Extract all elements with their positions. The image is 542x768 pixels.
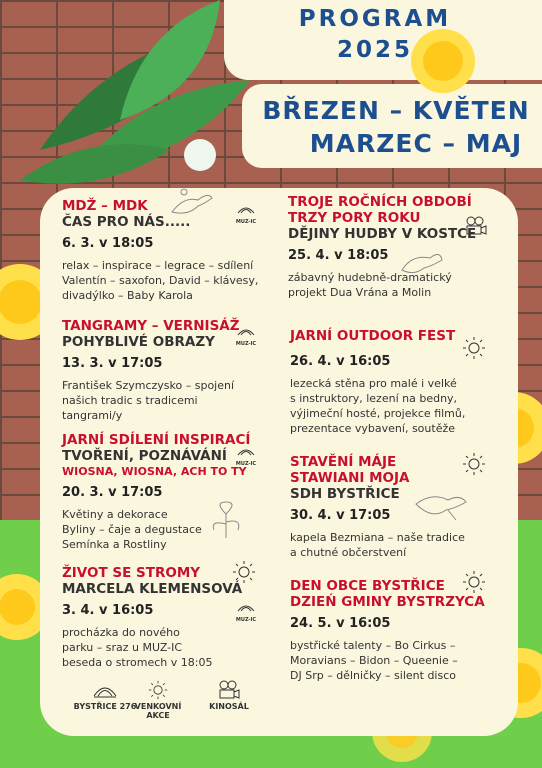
- muz-ic-label: MUZ-IC: [235, 617, 257, 623]
- muz-ic-logo-icon: [232, 200, 260, 225]
- event-title-polish: DZIEŃ GMINY BYSTRZYCA: [290, 594, 485, 610]
- event-date: 6. 3. v 18:05: [62, 236, 154, 251]
- event-title: JARNÍ SDÍLENÍ INSPIRACÍ: [62, 432, 251, 448]
- event-description-line: DJ Srp – dělničky – silent disco: [290, 669, 456, 682]
- event-description: [288, 270, 503, 300]
- event-description: [290, 638, 505, 683]
- muz-ic-label: MUZ-IC: [235, 219, 257, 225]
- event-description-line: Semínka a Rostliny: [62, 538, 167, 551]
- event-description-line: prezentace vybavení, soutěže: [290, 422, 456, 435]
- season-title: [250, 94, 542, 160]
- event-subtitle-polish: WIOSNA, WIOSNA, ACH TO TY: [62, 465, 247, 478]
- event-description-line: divadýlko – Baby Karola: [62, 289, 193, 302]
- event-subtitle: MARCELA KLEMENSOVÁ: [62, 581, 243, 597]
- event-title: TANGRAMY – VERNISÁŽ: [62, 318, 240, 334]
- event-description-line: František Szymczysko – spojení: [62, 379, 235, 392]
- event-troje-rocnich-obdobi: [288, 194, 503, 300]
- sun-icon: [462, 452, 486, 476]
- event-title: DEN OBCE BYSTŘICE: [290, 578, 445, 594]
- sun-icon: [232, 560, 256, 584]
- event-description-line: relax – inspirace – legrace – sdílení: [62, 259, 254, 272]
- event-description-line: zábavný hudebně-dramatický: [288, 271, 452, 284]
- event-description-line: lezecká stěna pro malé i velké: [290, 377, 457, 390]
- bird-icon: [412, 484, 468, 524]
- program-title-line2: 2025: [336, 37, 413, 63]
- event-date: 24. 5. v 16:05: [290, 616, 391, 631]
- flower-icon: [204, 500, 248, 540]
- event-subtitle: ČAS PRO NÁS.....: [62, 214, 191, 230]
- film-camera-icon: [464, 216, 488, 236]
- event-description-line: procházka do nového: [62, 626, 180, 639]
- bird-icon: [398, 246, 444, 280]
- season-title-line2: MARZEC – MAJ: [309, 129, 523, 158]
- muz-ic-logo-icon: [232, 322, 260, 347]
- event-title-polish: TRZY PORY ROKU: [288, 210, 421, 226]
- event-date: 13. 3. v 17:05: [62, 356, 163, 371]
- event-description: [62, 378, 272, 423]
- event-description-line: s instruktory, lezení na bedny,: [290, 392, 458, 405]
- event-description-line: výjimeční hosté, projekce filmů,: [290, 407, 466, 420]
- legend-kinosal: [204, 680, 254, 711]
- legend-label: KINOSÁL: [209, 702, 249, 711]
- event-description-line: a chutné občerstvení: [290, 546, 407, 559]
- event-description-line: projekt Dua Vrána a Molin: [288, 286, 432, 299]
- event-subtitle: TVOŘENÍ, POZNÁVÁNÍ: [62, 448, 227, 464]
- event-description: [62, 258, 272, 303]
- event-subtitle: DĚJINY HUDBY V KOSTCE: [288, 226, 477, 242]
- event-description-line: Moravians – Bidon – Queenie –: [290, 654, 458, 667]
- event-description-line: bystřické talenty – Bo Cirkus –: [290, 639, 456, 652]
- event-title-polish: STAWIANI MOJA: [290, 470, 410, 486]
- event-title: TROJE ROČNÍCH OBDOBÍ: [288, 194, 472, 210]
- sun-icon: [462, 570, 486, 594]
- event-date: 30. 4. v 17:05: [290, 508, 391, 523]
- bird-icon: [168, 186, 214, 220]
- film-camera-icon: [217, 680, 241, 700]
- event-title: ŽIVOT SE STROMY: [62, 565, 201, 581]
- event-date: 20. 3. v 17:05: [62, 485, 163, 500]
- muz-ic-logo-icon: [232, 598, 260, 623]
- event-description-line: kapela Bezmiana – naše tradice: [290, 531, 465, 544]
- event-date: 25. 4. v 18:05: [288, 248, 389, 263]
- event-description-line: beseda o stromech v 18:05: [62, 656, 213, 669]
- muz-ic-logo-icon: [232, 442, 260, 467]
- event-date: 26. 4. v 16:05: [290, 354, 391, 369]
- season-title-line1: BŘEZEN – KVĚTEN: [262, 96, 530, 125]
- sun-icon: [147, 680, 169, 700]
- event-description: [290, 530, 505, 560]
- event-description-line: Květiny a dekorace: [62, 508, 168, 521]
- event-description: [290, 376, 505, 436]
- muz-ic-label: MUZ-IC: [235, 461, 257, 467]
- legend-label: BYSTŘICE 276: [73, 702, 137, 711]
- event-description-line: parku – sraz u MUZ-IC: [62, 641, 183, 654]
- dandelion-flower-icon: [408, 26, 478, 96]
- muz-ic-label: MUZ-IC: [235, 341, 257, 347]
- event-description-line: tangrami/y: [62, 409, 123, 422]
- sun-icon: [462, 336, 486, 360]
- event-description-line: Byliny – čaje a degustace: [62, 523, 202, 536]
- event-title: MDŽ – MDK: [62, 198, 148, 214]
- program-title-line1: PROGRAM: [298, 6, 452, 32]
- muz-ic-logo-icon: [92, 680, 118, 700]
- event-description-line: našich tradic s tradicemi: [62, 394, 198, 407]
- event-subtitle: SDH BYSTŘICE: [290, 486, 400, 502]
- legend-outdoor: [124, 680, 192, 720]
- event-subtitle: POHYBLIVÉ OBRAZY: [62, 334, 215, 350]
- legend-label: VENKOVNÍ AKCE: [134, 702, 182, 720]
- event-description: [62, 625, 272, 670]
- event-description-line: Valentín – saxofon, David – klávesy,: [62, 274, 259, 287]
- event-title: STAVĚNÍ MÁJE: [290, 454, 397, 470]
- event-title: JARNÍ OUTDOOR FEST: [290, 328, 456, 344]
- event-date: 3. 4. v 16:05: [62, 603, 154, 618]
